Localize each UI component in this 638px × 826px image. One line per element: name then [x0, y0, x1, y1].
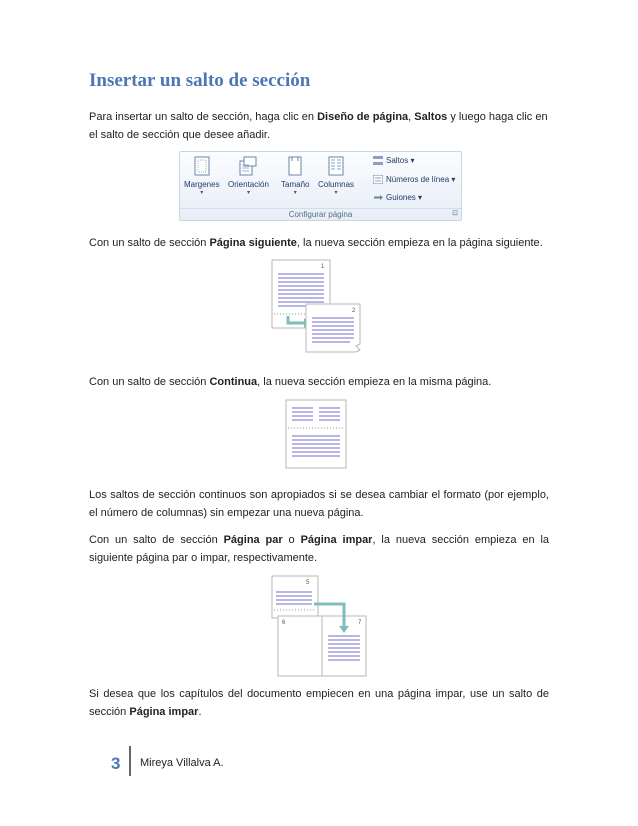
orientation-icon: [239, 156, 257, 176]
intro-paragraph: Para insertar un salto de sección, haga clic en Diseño de página, Saltos y luego haga clic en el salto de sección que desee añadir.: [89, 111, 548, 141]
columns-button[interactable]: Columnas ▾: [318, 156, 354, 197]
footer-divider: [129, 746, 131, 776]
page-number-label: 5: [306, 580, 310, 586]
even-odd-paragraph: Con un salto de sección Página par o Página impar, la nueva sección empieza en la siguiente página par o impar, respectivamente.: [89, 534, 550, 564]
line-numbers-button[interactable]: Números de línea ▾: [373, 175, 455, 184]
line-numbers-icon: [373, 175, 383, 184]
ribbon-group-label: Configurar página: [180, 208, 461, 219]
orientation-button[interactable]: Orientación ▾: [228, 156, 269, 197]
margins-icon: [193, 156, 211, 176]
hyphenation-icon: [373, 193, 383, 202]
next-page-illustration: [268, 256, 368, 360]
size-icon: [286, 156, 304, 176]
chapters-paragraph: Si desea que los capítulos del documento empiecen en una página impar, use un salto de sección Página impar.: [89, 688, 549, 718]
footer-page-number: 3: [111, 754, 121, 773]
section-heading: Insertar un salto de sección: [89, 70, 311, 91]
margins-button[interactable]: Margenes ▾: [184, 156, 220, 197]
size-button[interactable]: Tamaño ▾: [281, 156, 309, 197]
next-page-paragraph: Con un salto de sección Página siguiente, la nueva sección empieza en la página siguiente.: [89, 237, 543, 249]
breaks-button[interactable]: Saltos ▾: [373, 156, 414, 165]
page-number-label: 1: [321, 264, 325, 270]
footer-author: Mireya Villalva A.: [140, 757, 224, 769]
page-number-label: 7: [358, 620, 362, 626]
continuous-paragraph: Con un salto de sección Continua, la nueva sección empieza en la misma página.: [89, 376, 492, 388]
continuous-note-paragraph: Los saltos de sección continuos son apropiados si se desea cambiar el formato (por ejemplo, el número de columnas) sin empezar una nueva página.: [89, 489, 549, 519]
continuous-illustration: [284, 398, 350, 472]
page-number-label: 2: [352, 308, 356, 314]
page-setup-ribbon: [179, 151, 462, 221]
columns-icon: [327, 156, 345, 176]
page-number-label: 6: [282, 620, 286, 626]
hyphenation-button[interactable]: Guiones ▾: [373, 193, 422, 202]
breaks-icon: [373, 156, 383, 165]
even-odd-illustration: [268, 574, 374, 680]
dialog-launcher-icon[interactable]: ⊡: [452, 210, 458, 217]
